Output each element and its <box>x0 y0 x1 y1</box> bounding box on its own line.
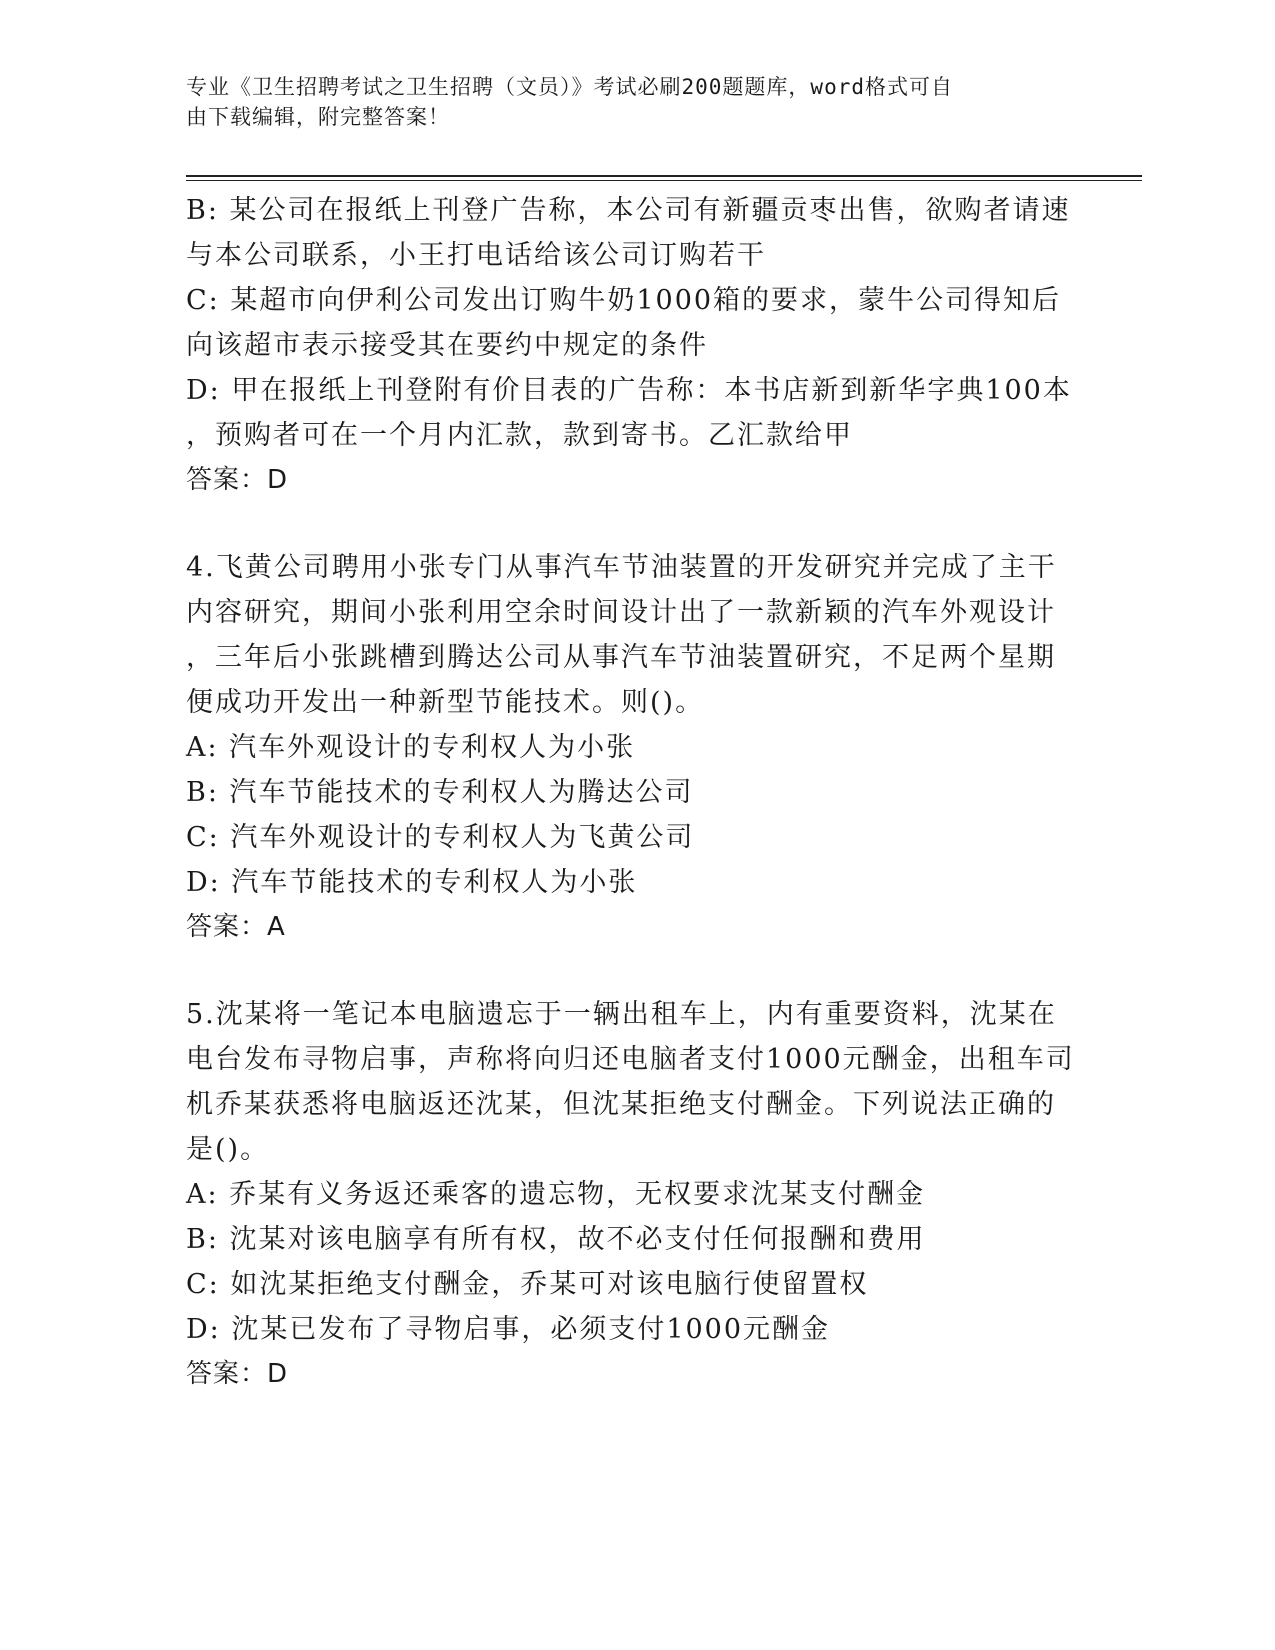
q5-option-a: A: 乔某有义务返还乘客的遗忘物，无权要求沈某支付酬金 <box>186 1179 926 1210</box>
header-divider-thin <box>186 180 1142 181</box>
q5-stem-line-3: 机乔某获悉将电脑返还沈某，但沈某拒绝支付酬金。下列说法正确的 <box>186 1089 1056 1120</box>
header-line-2: 由下载编辑，附完整答案！ <box>186 105 450 129</box>
header-line-1: 专业《卫生招聘考试之卫生招聘（文员）》考试必刷200题题库，word格式可自 <box>186 75 953 99</box>
document-header <box>186 72 1066 132</box>
q5-option-c: C: 如沈某拒绝支付酬金，乔某可对该电脑行使留置权 <box>186 1269 869 1300</box>
q5-stem-line-4: 是()。 <box>186 1134 270 1165</box>
q3-option-b-line-2: 与本公司联系，小王打电话给该公司订购若干 <box>186 240 766 271</box>
question-3-continued <box>186 188 1072 503</box>
q4-stem-line-3: ，三年后小张跳槽到腾达公司从事汽车节油装置研究，不足两个星期 <box>186 642 1056 673</box>
q4-stem-line-2: 内容研究，期间小张利用空余时间设计出了一款新颖的汽车外观设计 <box>186 597 1056 628</box>
question-5 <box>186 992 1075 1397</box>
q4-stem-line-4: 便成功开发出一种新型节能技术。则()。 <box>186 687 705 718</box>
q4-option-b: B: 汽车节能技术的专利权人为腾达公司 <box>186 777 694 808</box>
q4-option-c: C: 汽车外观设计的专利权人为飞黄公司 <box>186 822 695 853</box>
q5-stem-line-1: 5.沈某将一笔记本电脑遗忘于一辆出租车上，内有重要资料，沈某在 <box>186 999 1057 1030</box>
question-4 <box>186 545 1066 950</box>
spacer <box>186 950 1066 992</box>
q4-stem-line-1: 4.飞黄公司聘用小张专门从事汽车节油装置的开发研究并完成了主干 <box>186 552 1057 583</box>
q4-option-d: D: 汽车节能技术的专利权人为小张 <box>186 867 638 898</box>
q5-answer: 答案：D <box>186 1359 289 1389</box>
q3-option-d-line-2: ，预购者可在一个月内汇款，款到寄书。乙汇款给甲 <box>186 420 853 451</box>
q4-option-a: A: 汽车外观设计的专利权人为小张 <box>186 732 636 763</box>
document-body <box>186 188 1075 1397</box>
q3-option-d-line-1: D: 甲在报纸上刊登附有价目表的广告称：本书店新到新华字典100本 <box>186 375 1072 406</box>
q3-option-b-line-1: B: 某公司在报纸上刊登广告称，本公司有新疆贡枣出售，欲购者请速 <box>186 195 1071 226</box>
q3-answer: 答案：D <box>186 465 289 495</box>
q5-option-d: D: 沈某已发布了寻物启事，必须支付1000元酬金 <box>186 1314 831 1345</box>
q4-answer: 答案：A <box>186 912 286 942</box>
q3-option-c-line-2: 向该超市表示接受其在要约中规定的条件 <box>186 330 708 361</box>
q5-option-b: B: 沈某对该电脑享有所有权，故不必支付任何报酬和费用 <box>186 1224 926 1255</box>
q5-stem-line-2: 电台发布寻物启事，声称将向归还电脑者支付1000元酬金，出租车司 <box>186 1044 1075 1075</box>
header-divider-thick <box>186 175 1142 177</box>
q3-option-c-line-1: C: 某超市向伊利公司发出订购牛奶1000箱的要求，蒙牛公司得知后 <box>186 285 1062 316</box>
spacer <box>186 503 1066 545</box>
